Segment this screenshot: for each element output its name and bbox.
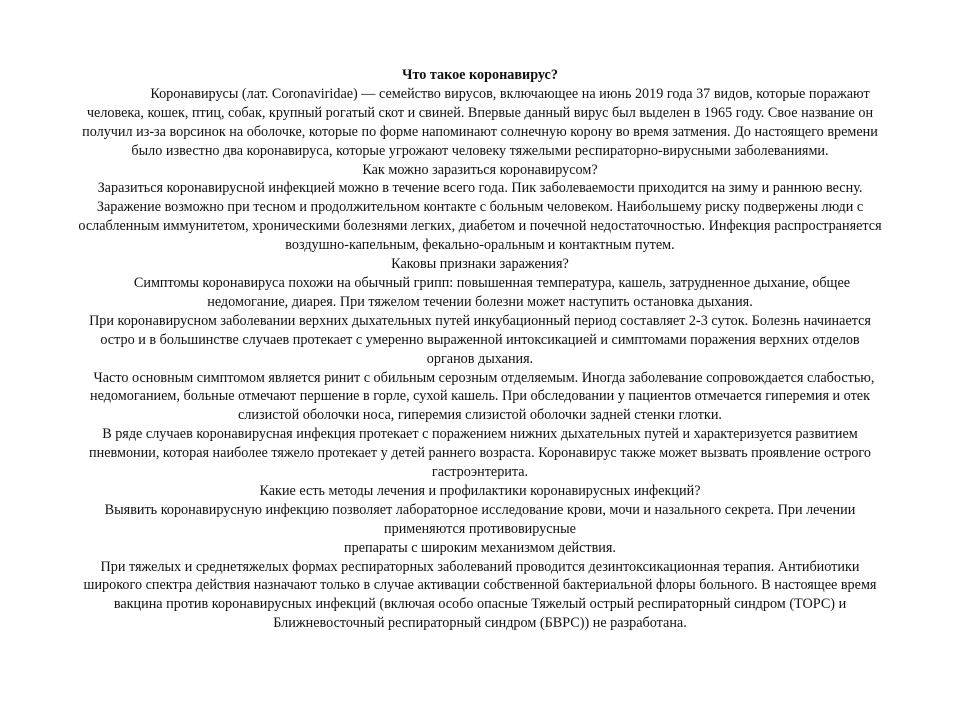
paragraph-line: Заражение возможно при тесном и продолжительном контакте с больным человеком. Наибольшему риску подвержены люди с [96,199,864,216]
paragraph-line: слизистой оболочки носа, гиперемия слизистой оболочки задней стенки глотки. [238,407,722,424]
paragraph-line: При тяжелых и среднетяжелых формах респираторных заболеваний проводится дезинтоксикационная терапия. Антибиотики [100,558,860,575]
paragraph-line: Заразиться коронавирусной инфекцией можно в течение всего года. Пик заболеваемости приходится на зиму и раннюю весну. [97,180,863,197]
paragraph-line: остро и в большинстве случаев протекает с умеренно выраженной интоксикацией и симптомами поражения верхних отделов [100,331,860,348]
section-heading-treatment: Какие есть методы лечения и профилактики коронавирусных инфекций? [259,482,701,499]
paragraph-line: получил из-за ворсинок на оболочке, которые по форме напоминают солнечную корону во время затмения. До настоящего времени [82,123,878,140]
paragraph-line: применяются противовирусные [384,520,576,537]
paragraph-line: воздушно-капельным, фекально-оральным и контактным путем. [285,237,675,254]
paragraph-line: человека, кошек, птиц, собак, крупный рогатый скот и свиней. Впервые данный вирус был выделен в 1965 году. Свое название он [86,104,874,121]
paragraph-line: пневмонии, которая наиболее тяжело протекает у детей раннего возраста. Коронавирус также может вызвать проявление острого [89,445,871,462]
paragraph-line: вакцина против коронавирусных инфекций (включая особо опасные Тяжелый острый респираторный синдром (ТОРС) и [113,596,847,613]
section-heading-infection: Как можно заразиться коронавирусом? [362,161,598,178]
section-heading-symptoms: Каковы признаки заражения? [391,256,569,273]
paragraph-line: было известно два коронавируса, которые угрожают человеку тяжелыми респираторно-вирусными заболеваниями. [131,142,829,159]
paragraph-line: недомоганием, больные отмечают першение в горле, сухой кашель. При обследовании у пациентов отмечается гиперемия и отек [90,388,870,405]
paragraph-line: Часто основным симптомом является ринит с обильным серозным отделяемым. Иногда заболевание сопровождается слабостью, [93,369,875,386]
paragraph-line: Выявить коронавирусную инфекцию позволяет лабораторное исследование крови, мочи и назального секрета. При лечении [104,501,856,518]
paragraph-line: препараты с широким механизмом действия. [344,539,616,556]
paragraph-line: широкого спектра действия назначают только в случае активации собственной бактериальной флоры больного. В настоящее время [83,577,877,594]
paragraph-line: При коронавирусном заболевании верхних дыхательных путей инкубационный период составляет 2-3 суток. Болезнь начинается [89,312,871,329]
paragraph-line: В ряде случаев коронавирусная инфекция протекает с поражением нижних дыхательных путей и характеризуется развитием [102,426,858,443]
paragraph-line: Ближневосточный респираторный синдром (БВРС)) не разработана. [273,615,687,632]
document-body [30,66,930,633]
section-heading-what-is: Что такое коронавирус? [402,67,558,83]
paragraph-line: Симптомы коронавируса похожи на обычный грипп: повышенная температура, кашель, затрудненное дыхание, общее [133,274,851,291]
paragraph-line: недомогание, диарея. При тяжелом течении болезни может наступить остановка дыхания. [207,293,753,310]
paragraph-line: гастроэнтерита. [431,464,529,481]
paragraph-line: органов дыхания. [426,350,534,367]
paragraph-line: ослабленным иммунитетом, хроническими болезнями легких, диабетом и почечной недостаточностью. Инфекция распространяется [78,218,882,235]
paragraph-line: Коронавирусы (лат. Coronaviridae) — семейство вирусов, включающее на июнь 2019 года 37 видов, которые поражают [150,85,870,102]
